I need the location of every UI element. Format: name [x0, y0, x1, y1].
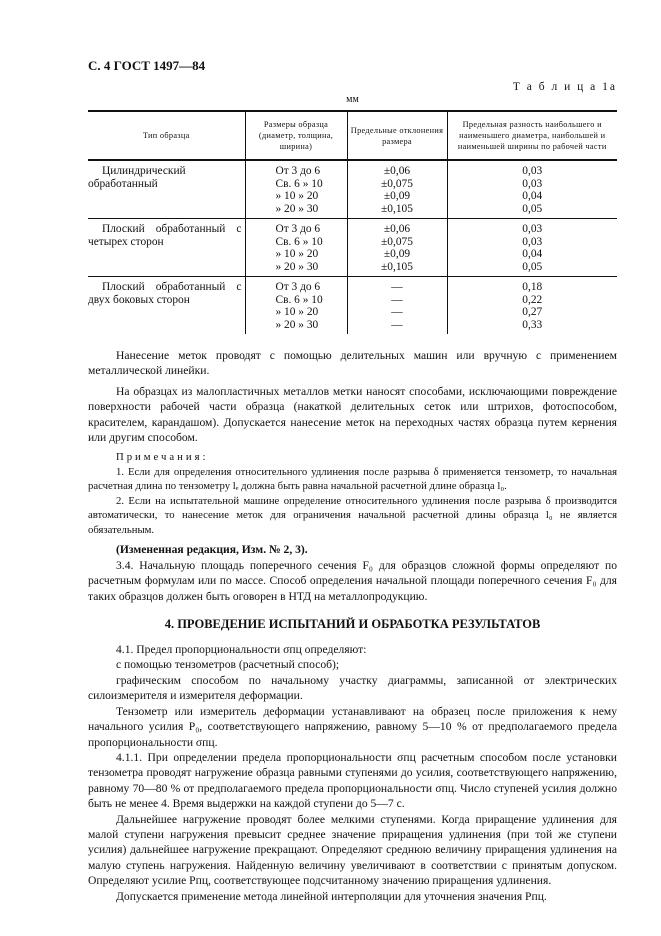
size-range-line: От 3 до 6 [275, 223, 321, 235]
note: 1. Если для определения относительного удлинения после разрыва δ применяется тензометр, то начальная расчетная длина по тензометру lₑ должна быть равна начальной расчетной длине образца l₀. [88, 465, 617, 493]
size-deviation-line: ±0,09 [383, 248, 411, 260]
table-row [88, 277, 617, 335]
max-difference-line: 0,03 [522, 177, 543, 190]
size-deviation-line: — [391, 281, 403, 293]
max-difference [447, 219, 617, 277]
column-header: Предельная разность наибольшего и наименьшего диаметра, наибольшей и наименьшей ширины по рабочей части [447, 111, 617, 160]
size-deviation-line: ±0,06 [383, 165, 411, 177]
paragraph: 4.1.1. При определении предела пропорциональности σпц расчетным способом после установки тензометра проводят нагружение образца равными ступенями до усилия, соответствующего напряжению, равному 70—80 % от предполагаемого предела пропорциональности σпц. Число ступеней усилия должно быть не менее 4. Время выдержки на каждой ступени до 5—7 с. [88, 750, 617, 811]
paragraph: графическим способом по начальному участку диаграммы, записанной от электрических силоизмерителя и измерителя деформации. [88, 673, 617, 703]
size-deviation-line: ±0,105 [381, 260, 413, 273]
size-range-line: От 3 до 6 [275, 281, 321, 293]
max-difference-line: 0,03 [522, 223, 543, 235]
max-difference-line: 0,22 [522, 293, 543, 306]
size-range-line: » 10 » 20 [275, 306, 319, 318]
paragraph: 3.4. Начальную площадь поперечного сечения F₀ для образцов сложной формы определяют по расчетным формулам или по массе. Способ определения начальной площади поперечного сечения F₀ для таких образцов должен быть оговорен в НТД на металлопродукцию. [88, 558, 617, 603]
body-text [88, 348, 617, 904]
column-header: Размеры образца (диаметр, толщина, ширина) [245, 111, 347, 160]
page-header: С. 4 ГОСТ 1497—84 [88, 58, 206, 73]
specimen-type: Плоский обработанный с двух боковых сторон [88, 277, 245, 335]
max-difference-line: 0,18 [522, 281, 543, 293]
size-deviation-line: ±0,09 [383, 190, 411, 202]
amendment-note: (Измененная редакция, Изм. № 2, 3). [116, 543, 308, 557]
paragraph: На образцах из малопластичных металлов метки наносят способами, исключающими повреждение поверхности рабочей части образца (накаткой делительных сеток или штрихов, фотоспособом, красителем, карандашом). Допускается нанесение меток на переходных частях образца путем кернения или другим способом. [88, 384, 617, 445]
size-range-line: От 3 до 6 [275, 165, 321, 177]
size-range-line: » 20 » 30 [275, 318, 319, 331]
max-difference-line: 0,05 [522, 202, 543, 215]
max-difference-line: 0,03 [522, 165, 543, 177]
specimen-type: Плоский обработанный с четырех сторон [88, 219, 245, 277]
paragraph: 4.1. Предел пропорциональности σпц определяют: [116, 643, 367, 657]
max-difference-line: 0,05 [522, 260, 543, 273]
column-header: Тип образца [88, 111, 245, 160]
max-difference-line: 0,04 [522, 190, 543, 202]
column-header: Предельные отклонения размера [347, 111, 447, 160]
paragraph: с помощью тензометров (расчетный способ); [116, 658, 340, 672]
max-difference-line: 0,27 [522, 306, 543, 318]
size-deviation-line: ±0,075 [381, 235, 413, 248]
size-deviation-line: — [391, 318, 403, 331]
size-range-line: » 10 » 20 [275, 248, 319, 260]
note: 2. Если на испытательной машине определение относительного удлинения после разрыва δ производится автоматически, то нанесение меток для ограничения начальной расчетной длины образца l₀ не является обязательным. [88, 494, 617, 536]
paragraph: Дальнейшее нагружение проводят более мелкими ступенями. Когда приращение удлинения для малой ступени нагружения превысит среднее значение приращения удлинения (при той же ступени усилия) дальнейшее нагружение прекращают. Определяют среднюю величину приращения удлинения на малую ступень нагружения. Найденную величину увеличивают в соответствии с принятым допуском. Определяют усилие Pпц, соответствующее подсчитанному значению приращения удлинения. [88, 812, 617, 888]
size-range-line: Св. 6 » 10 [275, 235, 323, 248]
size-deviation-line: ±0,105 [381, 202, 413, 215]
specimen-type: Цилиндрический обработанный [88, 165, 186, 190]
size-deviation-line: ±0,06 [383, 223, 411, 235]
size-range [245, 219, 347, 277]
size-deviation-line: — [391, 306, 403, 318]
section-heading: 4. ПРОВЕДЕНИЕ ИСПЫТАНИЙ И ОБРАБОТКА РЕЗУЛЬТАТОВ [164, 617, 541, 632]
size-deviation [347, 219, 447, 277]
table-label: Т а б л и ц а 1а [512, 81, 617, 93]
max-difference-line: 0,33 [522, 318, 543, 331]
size-range-line: Св. 6 » 10 [275, 293, 323, 306]
size-range-line: » 20 » 30 [275, 260, 319, 273]
max-difference-line: 0,03 [522, 235, 543, 248]
size-deviation [347, 277, 447, 335]
size-range-line: » 10 » 20 [275, 190, 319, 202]
size-range-line: Св. 6 » 10 [275, 177, 323, 190]
paragraph: Нанесение меток проводят с помощью делительных машин или вручную с применением металлической линейки. [88, 349, 617, 378]
size-range [245, 160, 347, 219]
size-range-line: » 20 » 30 [275, 202, 319, 215]
size-deviation-line: ±0,075 [381, 177, 413, 190]
size-deviation [347, 160, 447, 219]
table-row [88, 219, 617, 277]
max-difference [447, 160, 617, 219]
paragraph: Тензометр или измеритель деформации устанавливают на образец после приложения к нему начального усилия P₀, соответствующего напряжению, равному 5—10 % от предполагаемого предела пропорциональности σпц. [88, 704, 617, 749]
specimen-tolerance-table [88, 110, 617, 334]
notes-title: Примечания: [116, 451, 209, 464]
table-row [88, 160, 617, 219]
max-difference [447, 277, 617, 335]
table-unit: мм [346, 94, 359, 105]
size-range [245, 277, 347, 335]
max-difference-line: 0,04 [522, 248, 543, 260]
paragraph: Допускается применение метода линейной интерполяции для уточнения значения Pпц. [116, 889, 547, 903]
size-deviation-line: — [391, 293, 403, 306]
